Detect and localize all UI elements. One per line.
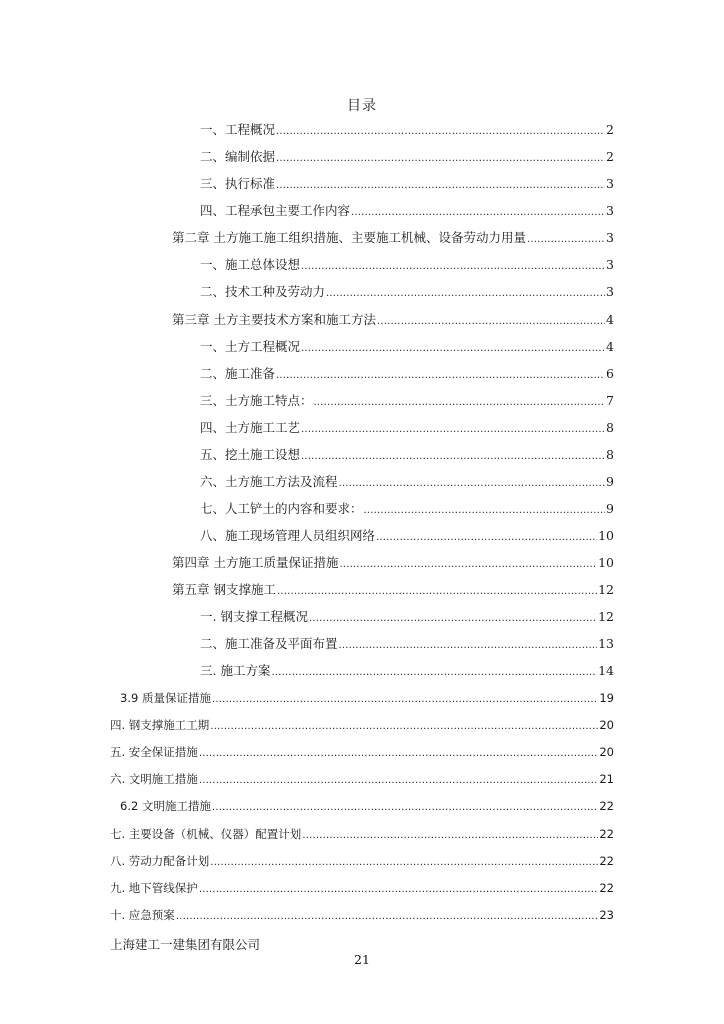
toc-entry-label: 五、挖土施工设想 (200, 447, 301, 462)
toc-entry[interactable] (200, 392, 614, 410)
toc-entry[interactable] (200, 202, 614, 220)
toc-leader-dots (176, 906, 599, 924)
toc-entry[interactable] (110, 906, 614, 924)
toc-entry[interactable] (200, 635, 614, 653)
toc-leader-dots (199, 879, 599, 897)
toc-leader-dots (212, 689, 598, 707)
toc-entry-page: 3 (606, 176, 614, 191)
toc-leader-dots (199, 743, 599, 761)
toc-entry[interactable] (200, 121, 614, 139)
toc-leader-dots (314, 392, 606, 410)
toc-entry-label: 第四章 土方施工质量保证措施 (172, 555, 339, 570)
toc-leader-dots (271, 662, 597, 680)
toc-leader-dots (301, 338, 605, 356)
toc-entry-page: 19 (599, 691, 614, 705)
toc-entry-label: 三、土方施工特点： (200, 393, 313, 408)
toc-entry[interactable] (200, 608, 614, 626)
toc-entry-label: 二、编制依据 (200, 149, 276, 164)
toc-entry-page: 2 (606, 149, 614, 164)
toc-entry-label: 八. 劳动力配备计划 (110, 854, 210, 868)
toc-leader-dots (301, 419, 605, 437)
toc-entry-label: 一、土方工程概况 (200, 339, 301, 354)
toc-entry-page: 7 (606, 393, 614, 408)
toc-entry-page: 2 (606, 122, 614, 137)
toc-entry-page: 22 (599, 827, 614, 841)
toc-entry-label: 十. 应急预案 (110, 908, 175, 922)
toc-entry-page: 6 (606, 366, 614, 381)
toc-entry-label: 四. 钢支撑施工工期 (110, 718, 210, 732)
toc-entry-label: 第五章 钢支撑施工 (172, 582, 276, 597)
toc-entry-page: 23 (599, 908, 614, 922)
toc-leader-dots (364, 500, 606, 518)
toc-entry-label: 六. 文明施工措施 (110, 772, 198, 786)
toc-entry-page: 22 (599, 881, 614, 895)
toc-entry-page: 20 (599, 745, 614, 759)
toc-entry[interactable] (200, 256, 614, 274)
toc-entry-page: 12 (598, 582, 614, 597)
toc-entry[interactable] (110, 852, 614, 870)
toc-entry[interactable] (200, 365, 614, 383)
toc-entry-label: 一、施工总体设想 (200, 257, 301, 272)
toc-title: 目录 (347, 98, 377, 114)
toc-leader-dots (339, 473, 606, 491)
toc-leader-dots (212, 797, 598, 815)
toc-entry-page: 3 (606, 257, 614, 272)
toc-entry-page: 9 (606, 474, 614, 489)
toc-entry-page: 22 (599, 854, 614, 868)
toc-leader-dots (301, 256, 605, 274)
toc-entry-label: 九. 地下管线保护 (110, 881, 198, 895)
toc-chapter-entry[interactable] (172, 229, 614, 247)
toc-leader-dots (210, 852, 598, 870)
toc-entry-page: 20 (599, 718, 614, 732)
toc-entry-label: 四、土方施工工艺 (200, 420, 301, 435)
toc-entry-page: 21 (599, 772, 614, 786)
toc-entry-label: 六、土方施工方法及流程 (200, 474, 338, 489)
toc-entry-page: 3 (606, 284, 614, 299)
toc-leader-dots (377, 311, 605, 329)
footer-page-number: 21 (354, 952, 370, 967)
toc-entry-label: 八、施工现场管理人员组织网络 (200, 528, 376, 543)
toc-entry-page: 8 (606, 420, 614, 435)
toc-entry-label: 七. 主要设备（机械、仪器）配置计划 (110, 827, 302, 841)
toc-entry-page: 10 (598, 528, 614, 543)
toc-chapter-entry[interactable] (172, 311, 614, 329)
toc-entry-label: 五. 安全保证措施 (110, 745, 198, 759)
toc-entry[interactable] (110, 770, 614, 788)
toc-entry[interactable] (200, 338, 614, 356)
toc-leader-dots (276, 121, 605, 139)
toc-leader-dots (376, 527, 597, 545)
toc-entry[interactable] (120, 797, 614, 815)
toc-entry-page: 10 (598, 555, 614, 570)
toc-entry-label: 第二章 土方施工施工组织措施、主要施工机械、设备劳动力用量 (172, 230, 526, 245)
toc-entry[interactable] (200, 148, 614, 166)
toc-entry-label: 四、工程承包主要工作内容 (200, 203, 351, 218)
toc-leader-dots (309, 608, 597, 626)
toc-entry-page: 22 (599, 799, 614, 813)
toc-entry-label: 二、技术工种及劳动力 (200, 284, 326, 299)
toc-entry[interactable] (200, 283, 614, 301)
toc-entry-page: 4 (606, 339, 614, 354)
toc-entry[interactable] (110, 743, 614, 761)
toc-entry-label: 一. 钢支撑工程概况 (200, 609, 308, 624)
toc-entry-page: 4 (606, 312, 614, 327)
toc-entry-label: 七、人工铲土的内容和要求： (200, 501, 363, 516)
toc-leader-dots (276, 148, 605, 166)
toc-entry-label: 二、施工准备及平面布置 (200, 636, 338, 651)
toc-entry[interactable] (200, 473, 614, 491)
toc-entry-label: 二、施工准备 (200, 366, 276, 381)
toc-leader-dots (199, 770, 599, 788)
toc-entry-page: 13 (598, 636, 614, 651)
toc-leader-dots (351, 202, 605, 220)
toc-entry-page: 3 (606, 203, 614, 218)
toc-entry-label: 三、执行标准 (200, 176, 276, 191)
toc-leader-dots (210, 716, 598, 734)
toc-entry[interactable] (110, 716, 614, 734)
toc-entry[interactable] (200, 500, 614, 518)
toc-entry-page: 3 (606, 230, 614, 245)
toc-leader-dots (276, 365, 605, 383)
toc-entry[interactable] (200, 662, 614, 680)
toc-entry-label: 6.2 文明施工措施 (120, 799, 211, 813)
toc-leader-dots (326, 283, 605, 301)
toc-leader-dots (277, 581, 597, 599)
toc-entry-page: 9 (606, 501, 614, 516)
toc-entry-label: 三. 施工方案 (200, 663, 271, 678)
toc-entry-label: 第三章 土方主要技术方案和施工方法 (172, 312, 376, 327)
toc-leader-dots (301, 446, 605, 464)
toc-entry-page: 12 (598, 609, 614, 624)
toc-entry[interactable] (110, 825, 614, 843)
toc-entry[interactable] (200, 527, 614, 545)
toc-leader-dots (527, 229, 605, 247)
toc-chapter-entry[interactable] (172, 554, 614, 572)
toc-leader-dots (339, 554, 597, 572)
toc-leader-dots (276, 175, 605, 193)
toc-entry[interactable] (200, 446, 614, 464)
toc-entry[interactable] (110, 879, 614, 897)
toc-chapter-entry[interactable] (172, 581, 614, 599)
toc-entry-label: 一、工程概况 (200, 122, 276, 137)
toc-leader-dots (302, 825, 598, 843)
toc-entry[interactable] (200, 419, 614, 437)
toc-entry-page: 14 (598, 663, 614, 678)
toc-entry[interactable] (200, 175, 614, 193)
toc-entry-label: 3.9 质量保证措施 (120, 691, 211, 705)
footer-company-name: 上海建工一建集团有限公司 (110, 937, 261, 952)
toc-leader-dots (339, 635, 598, 653)
toc-entry[interactable] (120, 689, 614, 707)
toc-entry-page: 8 (606, 447, 614, 462)
